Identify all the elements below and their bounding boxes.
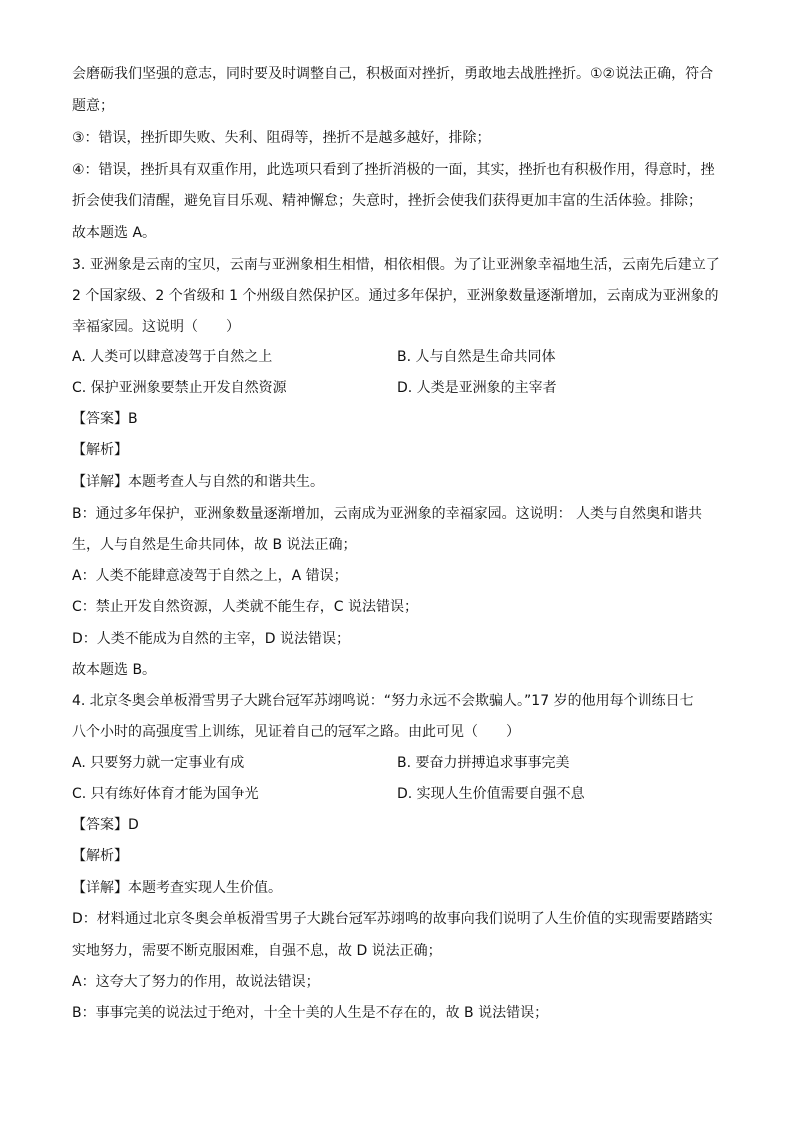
detail-line: 【详解】本题考查实现人生价值。: [72, 880, 282, 896]
text-line: B：事事完美的说法过于绝对，十全十美的人生是不存在的，故 B 说法错误；: [72, 1005, 549, 1021]
question-4-options-row-1: [72, 753, 724, 773]
text-line: D：材料通过北京冬奥会单板滑雪男子大跳台冠军苏翊鸣的故事向我们说明了人生价值的实现需要踏踏实: [72, 911, 713, 927]
question-3-stem: 2 个国家级、2 个省级和 1 个州级自然保护区。通过多年保护，亚洲象数量逐渐增加，云南成为亚洲象的: [72, 288, 719, 304]
text-line: A：人类不能肆意凌驾于自然之上，A 错误；: [72, 568, 348, 584]
option-c: C. 只有练好体育才能为国争光: [72, 786, 259, 802]
answer-label: 【答案】D: [72, 817, 139, 833]
option-a: A. 人类可以肆意凌驾于自然之上: [72, 349, 273, 365]
answer-label: 【答案】B: [72, 411, 138, 427]
text-line: ④：错误，挫折具有双重作用，此选项只看到了挫折消极的一面，其实，挫折也有积极作用，得意时，挫: [72, 162, 715, 178]
question-3-stem: 幸福家园。这说明（ ）: [72, 319, 240, 335]
detail-line: 【详解】本题考查人与自然的和谐共生。: [72, 474, 324, 490]
option-d: D. 实现人生价值需要自强不息: [397, 786, 585, 802]
text-line: 会磨砺我们坚强的意志，同时要及时调整自己，积极面对挫折，勇敢地去战胜挫折。①②说法正确，符合: [72, 66, 714, 82]
text-line: ③：错误，挫折即失败、失利、阻碍等，挫折不是越多越好，排除；: [72, 130, 491, 146]
option-d: D. 人类是亚洲象的主宰者: [397, 380, 557, 396]
text-line: B：通过多年保护，亚洲象数量逐渐增加，云南成为亚洲象的幸福家园。这说明： 人类与自然奥和谐共: [72, 506, 703, 522]
option-b: B. 人与自然是生命共同体: [397, 349, 556, 365]
text-line: 故本题选 B。: [72, 662, 157, 678]
option-b: B. 要奋力拼搏追求事事完美: [397, 755, 570, 771]
question-4-stem: 4. 北京冬奥会单板滑雪男子大跳台冠军苏翊鸣说：“努力永远不会欺骗人。”17 岁的他用每个训练日七: [72, 693, 694, 709]
text-line: D：人类不能成为自然的主宰，D 说法错误；: [72, 631, 351, 647]
question-3-options-row-2: [72, 378, 724, 398]
text-line: A：这夸大了努力的作用，故说法错误；: [72, 974, 320, 990]
question-4-stem: 八个小时的高强度雪上训练，见证着自己的冠军之路。由此可见（ ）: [72, 724, 520, 740]
analysis-label: 【解析】: [72, 848, 128, 864]
text-line: 生，人与自然是生命共同体，故 B 说法正确；: [72, 537, 357, 553]
option-c: C. 保护亚洲象要禁止开发自然资源: [72, 380, 287, 396]
analysis-label: 【解析】: [72, 442, 128, 458]
question-4-options-row-2: [72, 784, 724, 804]
text-line: 实地努力，需要不断克服困难，自强不息，故 D 说法正确；: [72, 943, 442, 959]
question-3-stem: 3. 亚洲象是云南的宝贝，云南与亚洲象相生相惜，相依相偎。为了让亚洲象幸福地生活，云南先后建立了: [72, 257, 720, 273]
text-line: C：禁止开发自然资源，人类就不能生存，C 说法错误；: [72, 599, 418, 615]
text-line: 折会使我们清醒，避免盲目乐观、精神懈怠；失意时，挫折会使我们获得更加丰富的生活体验。排除；: [72, 193, 702, 209]
text-line: 题意；: [72, 98, 114, 114]
option-a: A. 只要努力就一定事业有成: [72, 755, 245, 771]
question-3-options-row-1: [72, 347, 724, 367]
text-line: 故本题选 A。: [72, 225, 157, 241]
